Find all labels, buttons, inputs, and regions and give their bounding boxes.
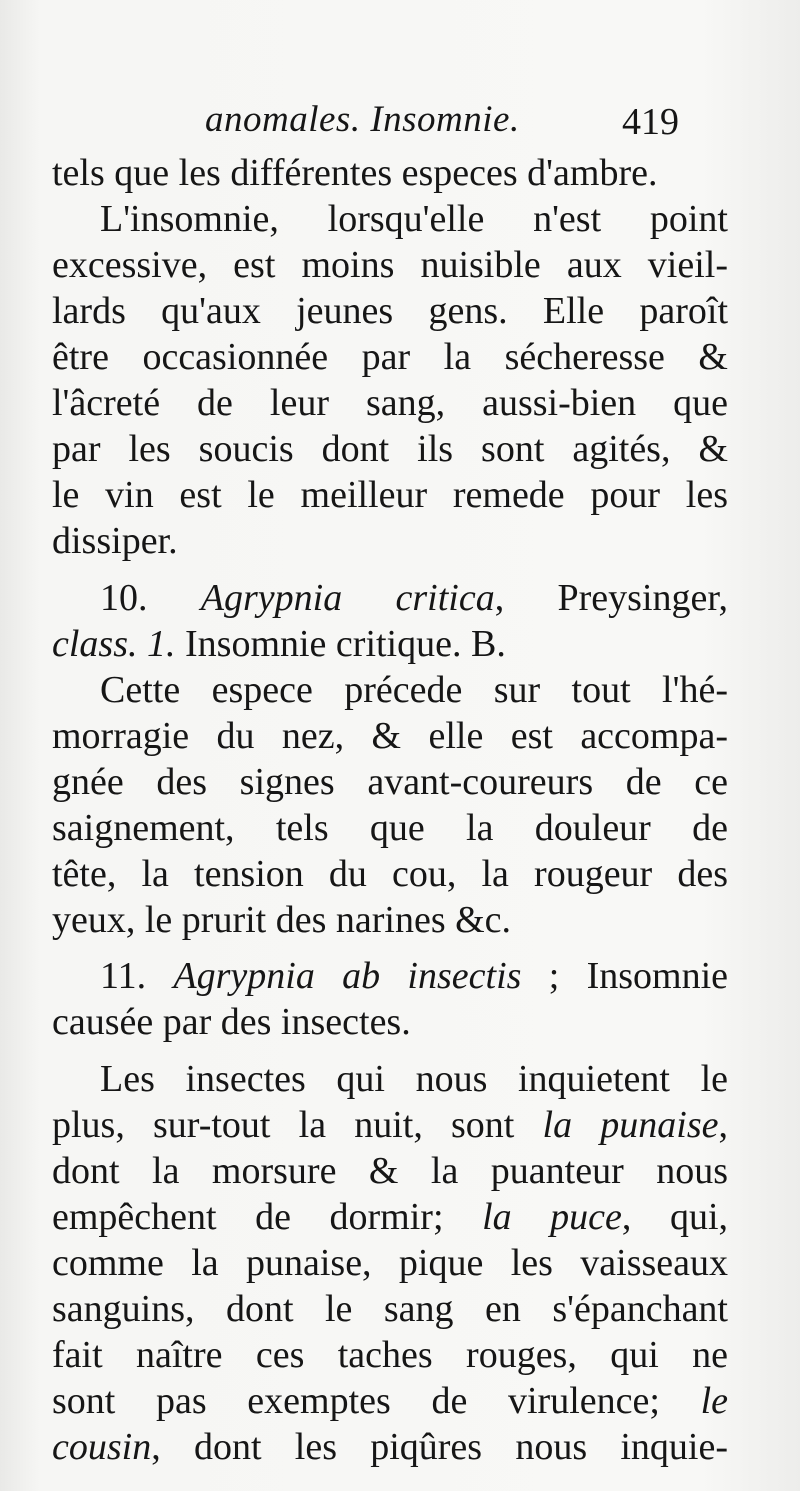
text-line: yeux, le prurit des narines &c. bbox=[52, 899, 512, 941]
text-line: sanguins, dont le sang en s'épanchant bbox=[52, 1288, 728, 1330]
text-line: saignement, tels que la douleur de bbox=[52, 807, 728, 849]
text-line: empêchent de dormir; la puce, qui, bbox=[52, 1196, 729, 1238]
section-11-heading: 11. Agrypnia ab insectis ; Insomnie bbox=[100, 955, 729, 997]
text-line: être occasionnée par la sécheresse & bbox=[52, 336, 728, 378]
text-line: l'âcreté de leur sang, aussi-bien que bbox=[52, 382, 728, 424]
paragraph-critique bbox=[52, 667, 728, 943]
running-title: anomales. Insomnie. bbox=[205, 99, 520, 140]
text-line: morragie du nez, & elle est accompa- bbox=[52, 715, 728, 757]
section-10-heading: 10. Agrypnia critica, Preysinger, bbox=[100, 577, 729, 619]
text-line: gnée des signes avant-coureurs de ce bbox=[52, 761, 728, 803]
text-line: L'insomnie, lorsqu'elle n'est point bbox=[100, 198, 728, 240]
text-line: lards qu'aux jeunes gens. Elle paroît bbox=[52, 290, 728, 332]
text-line: excessive, est moins nuisible aux vieil- bbox=[52, 244, 728, 286]
running-header bbox=[0, 98, 800, 152]
text-line: comme la punaise, pique les vaisseaux bbox=[52, 1242, 728, 1284]
paragraph-insectes bbox=[52, 1056, 728, 1470]
body-text bbox=[52, 150, 728, 1470]
text-line: par les soucis dont ils sont agités, & bbox=[52, 428, 728, 470]
text-line: cousin, dont les piqûres nous inquie- bbox=[52, 1426, 728, 1468]
page-number: 419 bbox=[622, 101, 679, 143]
text-line: fait naître ces taches rouges, qui ne bbox=[52, 1334, 728, 1376]
paragraph-insomnie bbox=[52, 150, 728, 564]
text-line: dissiper. bbox=[52, 520, 178, 562]
class-reference: class. 1. bbox=[52, 623, 176, 665]
section-10-subheading: class. 1. Insomnie critique. B. bbox=[52, 623, 506, 665]
latin-term: Agrypnia critica bbox=[200, 577, 495, 619]
text-line: tels que les différentes especes d'ambre. bbox=[52, 152, 658, 194]
text-line: tête, la tension du cou, la rougeur des bbox=[52, 853, 728, 895]
text-line: Cette espece précede sur tout l'hé- bbox=[100, 669, 728, 711]
text-line: le vin est le meilleur remede pour les bbox=[52, 474, 728, 516]
text-line: sont pas exemptes de virulence; le bbox=[52, 1380, 728, 1422]
text-line: Les insectes qui nous inquietent le bbox=[100, 1058, 728, 1100]
section-11-subheading: causée par des insectes. bbox=[52, 1001, 411, 1043]
latin-term: Agrypnia ab insectis bbox=[173, 955, 522, 997]
text-line: plus, sur-tout la nuit, sont la punaise, bbox=[52, 1104, 728, 1146]
text-line: dont la morsure & la puanteur nous bbox=[52, 1150, 728, 1192]
